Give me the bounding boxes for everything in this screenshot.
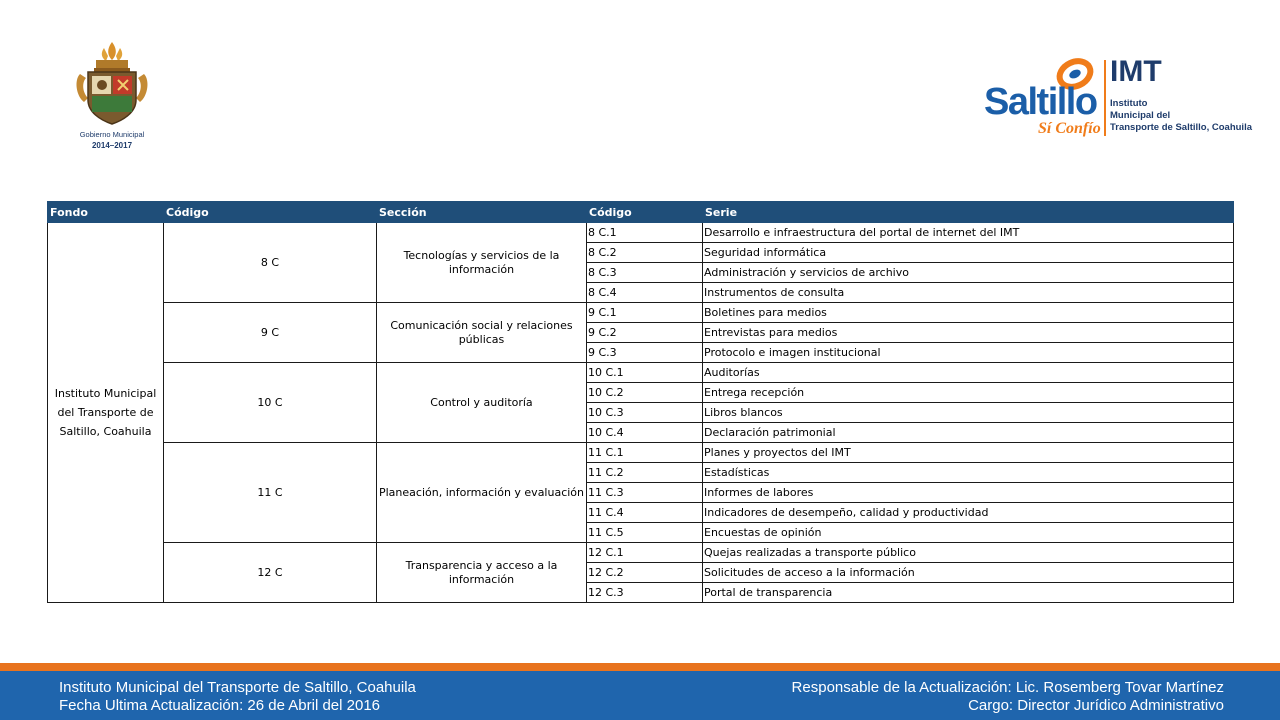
table-row [48,543,1234,563]
table-row [48,363,1234,383]
column-header-section: Sección [377,202,587,223]
series-name-cell: Auditorías [703,363,1234,383]
imt-line-3: Transporte de Saltillo, Coahuila [1110,122,1252,133]
section-name-cell: Tecnologías y servicios de la información [377,223,587,303]
section-code-cell: 8 C [164,223,377,303]
series-name-cell: Solicitudes de acceso a la información [703,563,1234,583]
table-header-row [48,202,1234,223]
coat-of-arms-icon [72,40,152,128]
series-name-cell: Encuestas de opinión [703,523,1234,543]
imt-line-1: Instituto [1110,98,1148,109]
municipal-coat-of-arms-logo [58,40,166,160]
column-header-series: Serie [703,202,1234,223]
table-body [48,223,1234,603]
series-code-cell: 9 C.3 [587,343,703,363]
series-code-cell: 9 C.1 [587,303,703,323]
series-name-cell: Entrevistas para medios [703,323,1234,343]
series-name-cell: Administración y servicios de archivo [703,263,1234,283]
series-name-cell: Indicadores de desempeño, calidad y productividad [703,503,1234,523]
series-name-cell: Portal de transparencia [703,583,1234,603]
series-code-cell: 8 C.1 [587,223,703,243]
series-code-cell: 12 C.3 [587,583,703,603]
series-name-cell: Desarrollo e infraestructura del portal de internet del IMT [703,223,1234,243]
series-code-cell: 8 C.4 [587,283,703,303]
section-code-cell: 12 C [164,543,377,603]
table-row [48,223,1234,243]
series-code-cell: 11 C.4 [587,503,703,523]
series-name-cell: Entrega recepción [703,383,1234,403]
series-name-cell: Seguridad informática [703,243,1234,263]
imt-logo [980,55,1252,156]
series-code-cell: 12 C.2 [587,563,703,583]
footer-accent-stripe [0,663,1280,671]
tagline: Sí Confío [1038,120,1101,137]
classification-table [47,201,1234,603]
section-name-cell: Control y auditoría [377,363,587,443]
series-name-cell: Quejas realizadas a transporte público [703,543,1234,563]
series-name-cell: Informes de labores [703,483,1234,503]
column-header-fondo: Fondo [48,202,164,223]
fondo-cell: Instituto Municipal del Transporte de Saltillo, Coahuila [48,223,164,603]
series-name-cell: Boletines para medios [703,303,1234,323]
footer-position: Cargo: Director Jurídico Administrativo [968,697,1224,714]
column-header-section-code: Código [164,202,377,223]
section-name-cell: Planeación, información y evaluación [377,443,587,543]
series-code-cell: 10 C.3 [587,403,703,423]
series-code-cell: 10 C.1 [587,363,703,383]
series-code-cell: 11 C.2 [587,463,703,483]
series-code-cell: 12 C.1 [587,543,703,563]
logo-divider [1104,60,1106,136]
section-name-cell: Transparencia y acceso a la información [377,543,587,603]
footer-update-date: Fecha Ultima Actualización: 26 de Abril del 2016 [59,697,381,714]
series-code-cell: 11 C.1 [587,443,703,463]
series-code-cell: 10 C.2 [587,383,703,403]
series-name-cell: Libros blancos [703,403,1234,423]
series-name-cell: Instrumentos de consulta [703,283,1234,303]
series-code-cell: 11 C.5 [587,523,703,543]
government-label: Gobierno Municipal [79,130,145,139]
imt-line-2: Municipal del [1110,110,1171,121]
imt-acronym: IMT [1110,55,1162,88]
series-code-cell: 8 C.2 [587,243,703,263]
table-row [48,443,1234,463]
section-code-cell: 10 C [164,363,377,443]
series-code-cell: 8 C.3 [587,263,703,283]
series-name-cell: Estadísticas [703,463,1234,483]
series-name-cell: Protocolo e imagen institucional [703,343,1234,363]
series-code-cell: 9 C.2 [587,323,703,343]
footer [0,671,1280,720]
section-name-cell: Comunicación social y relaciones públicas [377,303,587,363]
column-header-series-code: Código [587,202,703,223]
table-row [48,303,1234,323]
series-code-cell: 10 C.4 [587,423,703,443]
series-name-cell: Declaración patrimonial [703,423,1234,443]
section-code-cell: 9 C [164,303,377,363]
series-name-cell: Planes y proyectos del IMT [703,443,1234,463]
footer-institution: Instituto Municipal del Transporte de Saltillo, Coahuila [59,679,416,696]
government-period: 2014–2017 [91,141,133,150]
section-code-cell: 11 C [164,443,377,543]
series-code-cell: 11 C.3 [587,483,703,503]
footer-responsible: Responsable de la Actualización: Lic. Rosemberg Tovar Martínez [791,679,1224,696]
saltillo-wordmark: Saltillo [984,81,1097,123]
